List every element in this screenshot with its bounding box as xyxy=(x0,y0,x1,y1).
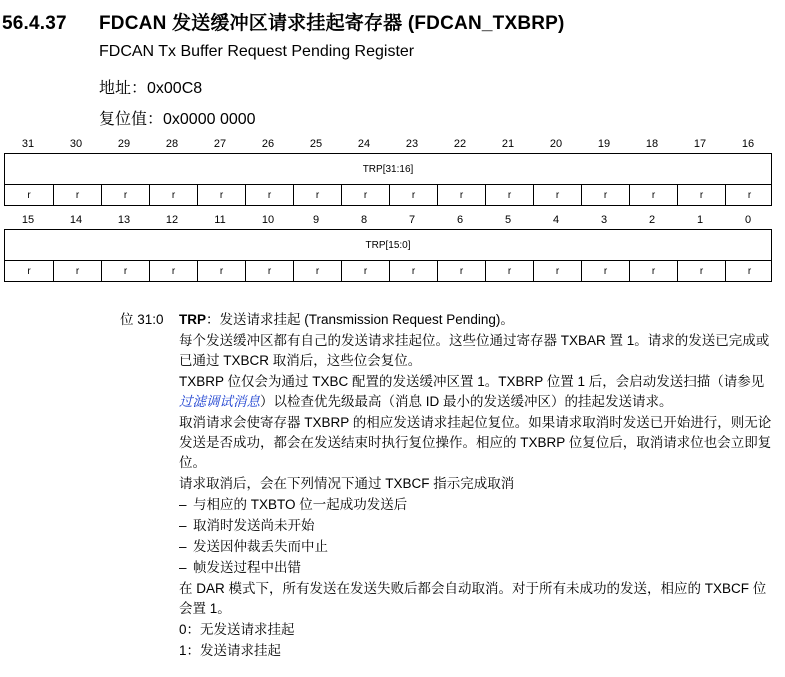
access-cell: r xyxy=(389,185,437,205)
field-title-line xyxy=(179,310,775,330)
access-cell: r xyxy=(245,185,293,205)
access-cell: r xyxy=(53,185,101,205)
bit-number: 20 xyxy=(549,138,563,150)
access-cell: r xyxy=(341,185,389,205)
value-0: 0：无发送请求挂起 xyxy=(179,622,295,637)
bit-number: 9 xyxy=(312,214,320,226)
bit-number: 23 xyxy=(405,138,419,150)
access-cell: r xyxy=(27,265,31,277)
bit-range-label: 位 31:0 xyxy=(120,312,164,327)
access-cell: r xyxy=(533,261,581,281)
access-cell: r xyxy=(53,261,101,281)
register-lower-half xyxy=(4,211,772,282)
bit-description xyxy=(120,310,775,662)
dash-bullet: – xyxy=(179,560,187,575)
access-cell: r xyxy=(581,185,629,205)
field-title: ：发送请求挂起 (Transmission Request Pending)。 xyxy=(206,312,514,327)
bit-number: 29 xyxy=(117,138,131,150)
field-trp-upper: TRP[31:16] xyxy=(4,153,772,185)
bit-number: 15 xyxy=(21,214,35,226)
bit-number: 28 xyxy=(165,138,179,150)
bit-number: 19 xyxy=(597,138,611,150)
access-cell: r xyxy=(677,261,725,281)
register-fullname: FDCAN Tx Buffer Request Pending Register xyxy=(99,43,415,60)
bit-number: 12 xyxy=(165,214,179,226)
register-address: 地址：0x00C8 xyxy=(99,80,203,97)
access-cell: r xyxy=(101,261,149,281)
description-body xyxy=(179,310,775,661)
list-item: – 与相应的 TXBTO 位一起成功发送后 xyxy=(179,495,775,515)
section-heading xyxy=(2,8,565,35)
access-cell: r xyxy=(341,261,389,281)
list-item: – 取消时发送尚未开始 xyxy=(179,516,775,536)
bit-number: 21 xyxy=(501,138,515,150)
access-cell: r xyxy=(293,185,341,205)
bit-number: 17 xyxy=(693,138,707,150)
access-cell: r xyxy=(437,261,485,281)
list-item: – 帧发送过程中出错 xyxy=(179,558,775,578)
bit-number: 8 xyxy=(360,214,368,226)
bit-numbers-lower xyxy=(4,211,772,229)
access-cell: r xyxy=(197,261,245,281)
access-cell: r xyxy=(581,261,629,281)
field-trp-lower: TRP[15:0] xyxy=(4,229,772,261)
bit-number: 6 xyxy=(456,214,464,226)
paragraph-1: 每个发送缓冲区都有自己的发送请求挂起位。这些位通过寄存器 TXBAR 置 1。请求的发送已完成或已通过 TXBCR 取消后，这些位会复位。 xyxy=(179,333,770,368)
paragraph-2: TXBRP 位仅会为通过 TXBC 配置的发送缓冲区置 1。TXBRP 位置 1 后，会启动发送扫描（请参见过滤调试消息）以检查优先级最高（消息 ID 最小的发送缓冲区）的挂起发送请求。 xyxy=(179,374,765,409)
register-reset-value: 复位值：0x0000 0000 xyxy=(99,111,256,128)
access-cell: r xyxy=(485,185,533,205)
access-cell: r xyxy=(533,185,581,205)
access-row-upper xyxy=(4,185,772,206)
section-number: 56.4.37 xyxy=(2,13,67,34)
access-cell: r xyxy=(437,185,485,205)
access-cell: r xyxy=(149,185,197,205)
cross-reference-link[interactable]: 过滤调试消息 xyxy=(179,394,260,409)
register-upper-half xyxy=(4,135,772,206)
bit-numbers-upper xyxy=(4,135,772,153)
dash-bullet: – xyxy=(179,539,187,554)
access-cell: r xyxy=(485,261,533,281)
bit-number: 10 xyxy=(261,214,275,226)
paragraph-5: 在 DAR 模式下，所有发送在发送失败后都会自动取消。对于所有未成功的发送，相应的 TXBCF 位会置 1。 xyxy=(179,581,767,616)
value-1: 1：发送请求挂起 xyxy=(179,643,282,658)
bit-number: 16 xyxy=(741,138,755,150)
bit-number: 14 xyxy=(69,214,83,226)
access-cell: r xyxy=(245,261,293,281)
bit-number: 26 xyxy=(261,138,275,150)
access-cell: r xyxy=(725,185,773,205)
bit-number: 18 xyxy=(645,138,659,150)
paragraph-4: 请求取消后，会在下列情况下通过 TXBCF 指示完成取消 xyxy=(179,476,515,491)
access-cell: r xyxy=(389,261,437,281)
list-item: – 发送因仲裁丢失而中止 xyxy=(179,537,775,557)
bit-number: 0 xyxy=(744,214,752,226)
access-cell: r xyxy=(629,261,677,281)
bit-number: 27 xyxy=(213,138,227,150)
bit-number: 31 xyxy=(21,138,35,150)
bit-number: 22 xyxy=(453,138,467,150)
access-cell: r xyxy=(629,185,677,205)
access-cell: r xyxy=(293,261,341,281)
access-cell: r xyxy=(149,261,197,281)
access-cell: r xyxy=(27,189,31,201)
bit-number: 2 xyxy=(648,214,656,226)
paragraph-3: 取消请求会使寄存器 TXBRP 的相应发送请求挂起位复位。如果请求取消时发送已开始进行，则无论发送是否成功，都会在发送结束时执行复位操作。相应的 TXBRP 位复位后，取消请求位也会立即复位。 xyxy=(179,415,772,470)
bit-number: 30 xyxy=(69,138,83,150)
bit-number: 4 xyxy=(552,214,560,226)
bit-number: 25 xyxy=(309,138,323,150)
section-title: FDCAN 发送缓冲区请求挂起寄存器 (FDCAN_TXBRP) xyxy=(99,13,565,34)
bit-number: 5 xyxy=(504,214,512,226)
bit-number: 11 xyxy=(214,214,226,226)
bit-number: 13 xyxy=(117,214,131,226)
dash-bullet: – xyxy=(179,518,187,533)
bit-number: 24 xyxy=(357,138,371,150)
access-cell: r xyxy=(725,261,773,281)
access-cell: r xyxy=(101,185,149,205)
access-cell: r xyxy=(197,185,245,205)
access-row-lower xyxy=(4,261,772,282)
bit-number: 1 xyxy=(696,214,704,226)
bit-number: 7 xyxy=(408,214,416,226)
bit-number: 3 xyxy=(600,214,608,226)
field-name: TRP xyxy=(179,312,206,327)
dash-bullet: – xyxy=(179,497,187,512)
access-cell: r xyxy=(677,185,725,205)
